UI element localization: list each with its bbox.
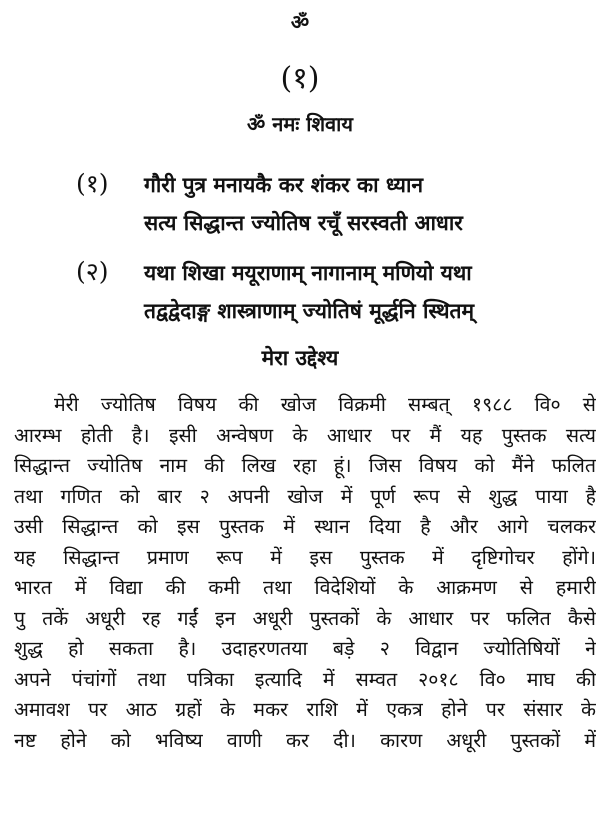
paragraph-line: अमावश पर आठ ग्रहों के मकर राशि में एकत्र होने पर संसार के xyxy=(14,698,596,721)
verse-1 xyxy=(76,166,596,242)
paragraph-line: भारत में विद्या की कमी तथा विदेशियों के आक्रमण से हमारी xyxy=(14,576,596,599)
paragraph-line: तथा गणित को बार २ अपनी खोज में पूर्ण रूप से शुद्ध पाया है xyxy=(14,484,596,508)
paragraph-line: नष्ट होने को भविष्य वाणी कर दी। कारण अधूरी पुस्तकों में xyxy=(14,728,596,752)
om-symbol: ॐ xyxy=(290,10,310,34)
paragraph-line: आरम्भ होती है। इसी अन्वेषण के आधार पर मैं यह पुस्तक सत्य xyxy=(14,423,596,447)
verse-number: (१) xyxy=(76,169,109,198)
verse-2 xyxy=(76,254,596,330)
section-heading: मेरा उद्देश्य xyxy=(261,345,339,370)
invocation: ॐ नमः शिवाय xyxy=(247,112,353,136)
paragraph-line: उसी सिद्धान्त को इस पुस्तक में स्थान दिया है और आगे चलकर xyxy=(14,515,596,538)
page-number: (१) xyxy=(280,61,320,96)
verse-number: (२) xyxy=(76,257,109,286)
paragraph-line: शुद्ध हो सकता है। उदाहरणतया बड़े २ विद्वान ज्योतिषियों ने xyxy=(14,637,596,660)
paragraph-line: अपने पंचांगों तथा पत्रिका इत्यादि में सम्वत २०१८ वि० माघ की xyxy=(14,667,596,691)
paragraph-line: सिद्धान्त ज्योतिष नाम की लिख रहा हूं। जिस विषय को मैंने फलित xyxy=(14,454,596,477)
verse-line: गौरी पुत्र मनायकै कर शंकर का ध्यान xyxy=(144,172,424,197)
verse-line: तद्वद्वेदाङ्ग शास्त्राणाम् ज्योतिषं मूर्द्धनि स्थितम् xyxy=(144,298,475,323)
verse-line: सत्य सिद्धान्त ज्योतिष रचूँ सरस्वती आधार xyxy=(144,210,463,235)
paragraph-line: यह सिद्धान्त प्रमाण रूप में इस पुस्तक में दृष्टिगोचर होंगे। xyxy=(14,545,596,569)
body-paragraph xyxy=(14,390,596,756)
verse-line: यथा शिखा मयूराणाम् नागानाम् मणियो यथा xyxy=(144,260,472,285)
paragraph-line: पु तकें अधूरी रह गईं इन अधूरी पुस्तकों के आधार पर फलित कैसे xyxy=(14,606,596,630)
paragraph-line: मेरी ज्योतिष विषय की खोज विक्रमी सम्बत् १९८८ वि० से xyxy=(54,393,596,416)
